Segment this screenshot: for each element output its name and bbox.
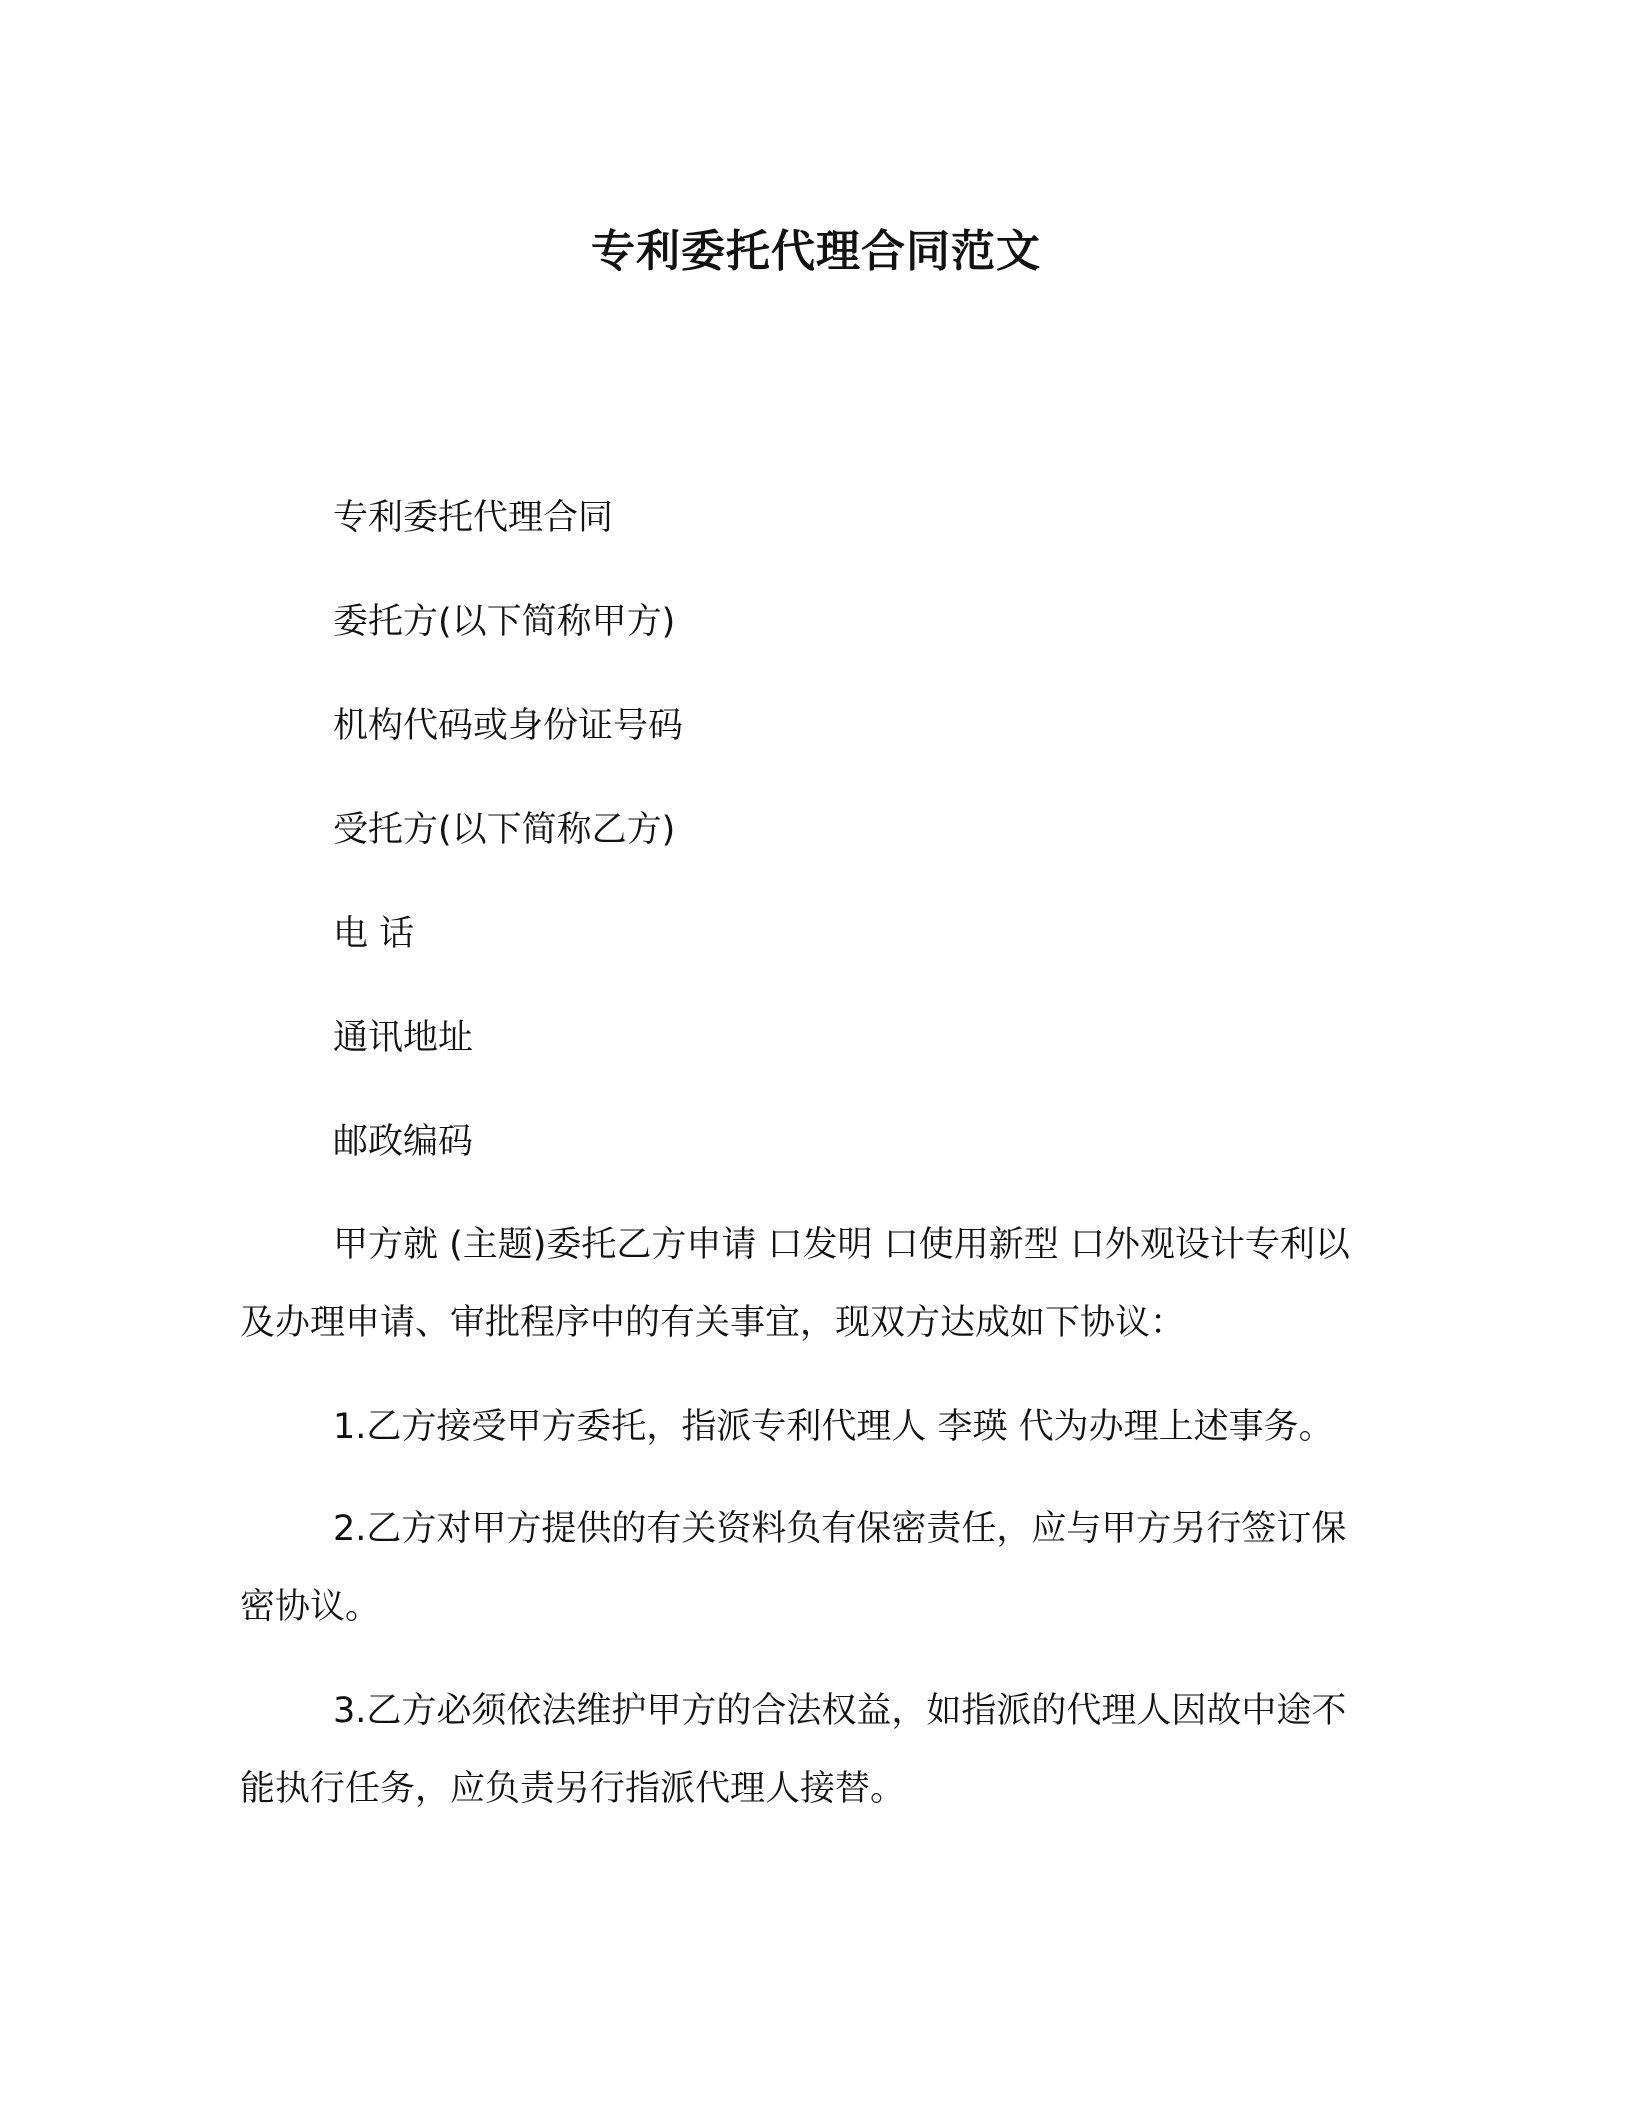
- contract-heading: 专利委托代理合同: [333, 498, 614, 538]
- intro-paragraph: 甲方就 (主题)委托乙方申请 口发明 口使用新型 口外观设计专利以及办理申请、审批程序中的有关事宜，现双方达成如下协议：: [240, 1225, 1350, 1343]
- clause-3: 3.乙方必须依法维护甲方的合法权益，如指派的代理人因故中途不能执行任务，应负责另行指派代理人接替。: [240, 1691, 1347, 1809]
- agent-line: 受托方(以下简称乙方): [333, 810, 676, 850]
- postcode-line: 邮政编码: [333, 1122, 474, 1162]
- principal-line: 委托方(以下简称甲方): [333, 602, 676, 642]
- address-line: 通讯地址: [333, 1018, 474, 1058]
- id-code-line: 机构代码或身份证号码: [333, 706, 684, 746]
- clause-1: 1.乙方接受甲方委托，指派专利代理人 李瑛 代为办理上述事务。: [333, 1407, 1334, 1447]
- phone-line: 电 话: [333, 914, 415, 954]
- document-title: 专利委托代理合同范文: [591, 226, 1041, 277]
- clause-2: 2.乙方对甲方提供的有关资料负有保密责任，应与甲方另行签订保密协议。: [240, 1509, 1347, 1627]
